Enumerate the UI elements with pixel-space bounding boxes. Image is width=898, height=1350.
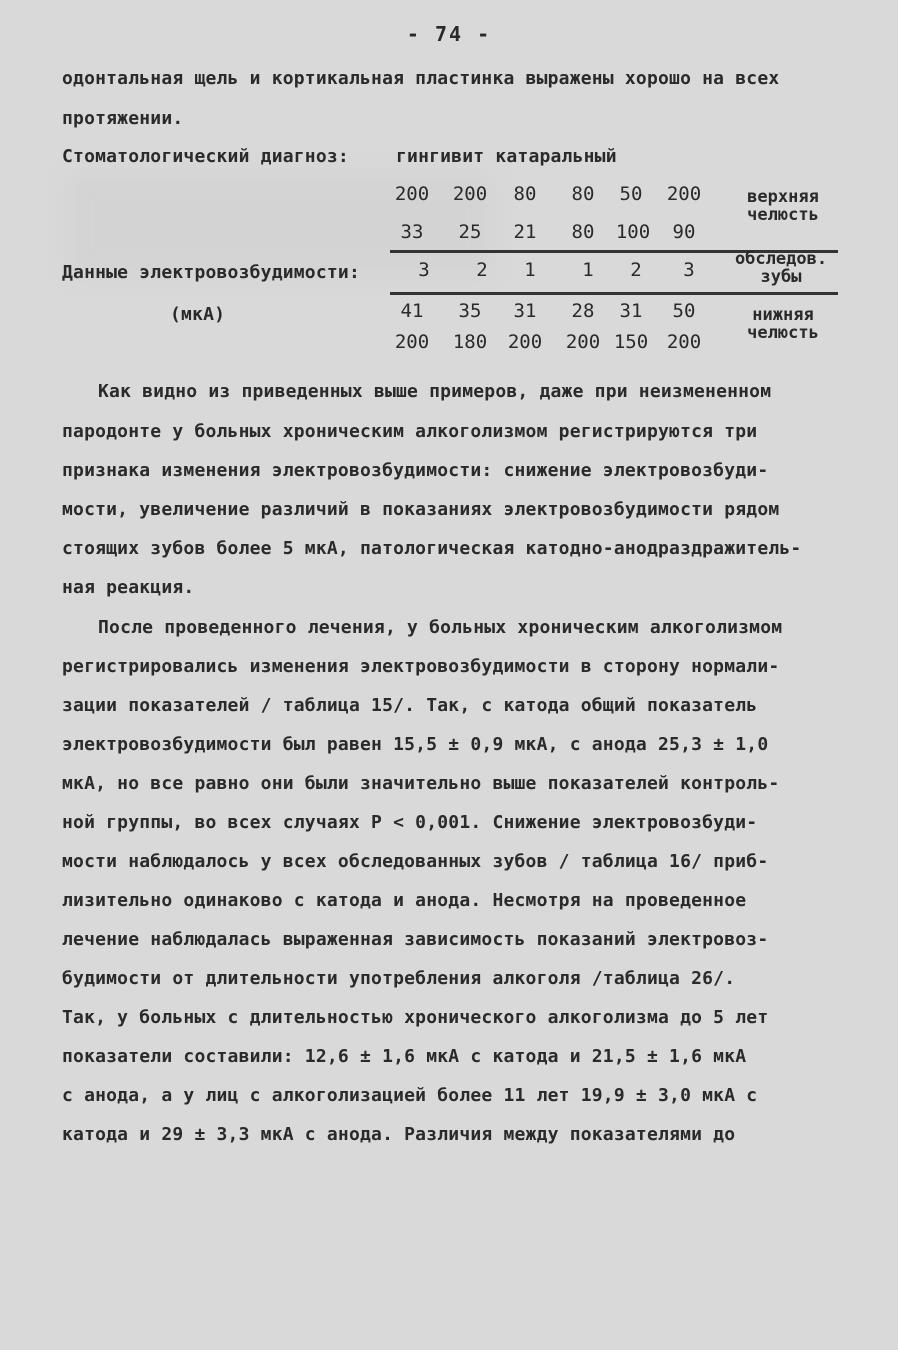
diagnosis-value: гингивит катаральный	[396, 146, 617, 167]
text-line: будимости от длительности употребления алкоголя /таблица 26/.	[62, 968, 736, 989]
text-line: протяжении.	[62, 108, 184, 129]
table-cell: 3	[418, 259, 430, 281]
text-line: лечение наблюдалась выраженная зависимость показаний электровоз-	[62, 929, 769, 950]
table-cell: 80	[571, 183, 595, 205]
table-cell: 35	[458, 300, 482, 322]
table-cell: 180	[452, 331, 488, 353]
text-line: После проведенного лечения, у больных хроническим алкоголизмом	[98, 617, 783, 638]
table-cell: 1	[524, 259, 536, 281]
table-cell: 28	[571, 300, 595, 322]
text-line: мкА, но все равно они были значительно выше показателей контроль-	[62, 773, 780, 794]
table-cell: 25	[458, 221, 482, 243]
upper-jaw-label-line: челюсть	[747, 205, 819, 225]
text-line: электровозбудимости был равен 15,5 ± 0,9 мкА, с анода 25,3 ± 1,0	[62, 734, 769, 755]
text-line: Так, у больных с длительностью хронического алкоголизма до 5 лет	[62, 1007, 769, 1028]
table-cell: 200	[452, 183, 488, 205]
text-line: показатели составили: 12,6 ± 1,6 мкА с катода и 21,5 ± 1,6 мкА	[62, 1046, 747, 1067]
text-line: стоящих зубов более 5 мкА, патологическая катодно-анодраздражитель-	[62, 538, 802, 559]
table-cell: 33	[400, 221, 424, 243]
text-line: с анода, а у лиц с алкоголизацией более 11 лет 19,9 ± 3,0 мкА с	[62, 1085, 758, 1106]
table-cell: 80	[513, 183, 537, 205]
text-line: регистрировались изменения электровозбудимости в сторону нормали-	[62, 656, 780, 677]
page-number: - 74 -	[406, 22, 492, 46]
upper-jaw-label	[728, 188, 838, 224]
text-line: мости, увеличение различий в показаниях электровозбудимости рядом	[62, 499, 780, 520]
table-cell: 31	[619, 300, 643, 322]
table-cell: 2	[476, 259, 488, 281]
text-line: ной группы, во всех случаях P < 0,001. Снижение электровозбуди-	[62, 812, 758, 833]
table-cell: 41	[400, 300, 424, 322]
table-cell: 150	[613, 331, 649, 353]
teeth-label-line: обследов.	[734, 249, 828, 269]
table-cell: 50	[672, 300, 696, 322]
table-cell: 21	[513, 221, 537, 243]
upper-jaw-label-line: верхняя	[747, 187, 819, 207]
diagnosis-label: Стоматологический диагноз:	[62, 146, 349, 167]
table-cell: 200	[666, 183, 702, 205]
text-line: признака изменения электровозбудимости: снижение электровозбуди-	[62, 460, 769, 481]
table-cell: 200	[565, 331, 601, 353]
text-line: зации показателей / таблица 15/. Так, с катода общий показатель	[62, 695, 758, 716]
text-line: катода и 29 ± 3,3 мкА с анода. Различия между показателями до	[62, 1124, 736, 1145]
table-divider-bottom	[390, 292, 838, 295]
lower-jaw-label-line: челюсть	[747, 323, 819, 343]
text-line: одонтальная щель и кортикальная пластинка выражены хорошо на всех	[62, 68, 780, 89]
table-cell: 200	[394, 331, 430, 353]
table-cell: 90	[672, 221, 696, 243]
table-cell: 3	[683, 259, 695, 281]
text-line: ная реакция.	[62, 577, 195, 598]
teeth-label-line: зубы	[760, 267, 802, 287]
table-cell: 100	[615, 221, 651, 243]
table-cell: 80	[571, 221, 595, 243]
text-line: лизительно одинаково с катода и анода. Несмотря на проведенное	[62, 890, 747, 911]
lower-jaw-label	[728, 306, 838, 342]
unit-label: (мкА)	[170, 304, 226, 325]
table-cell: 200	[394, 183, 430, 205]
lower-jaw-label-line: нижняя	[752, 305, 814, 325]
text-line: пародонте у больных хроническим алкоголизмом регистрируются три	[62, 421, 758, 442]
table-cell: 2	[630, 259, 642, 281]
table-row-label: Данные электровозбудимости:	[62, 262, 360, 283]
text-line: мости наблюдалось у всех обследованных зубов / таблица 16/ приб-	[62, 851, 769, 872]
table-cell: 1	[582, 259, 594, 281]
table-cell: 200	[507, 331, 543, 353]
table-cell: 50	[619, 183, 643, 205]
teeth-label	[726, 250, 836, 286]
text-line: Как видно из приведенных выше примеров, даже при неизмененном	[98, 381, 772, 402]
table-cell: 200	[666, 331, 702, 353]
table-cell: 31	[513, 300, 537, 322]
